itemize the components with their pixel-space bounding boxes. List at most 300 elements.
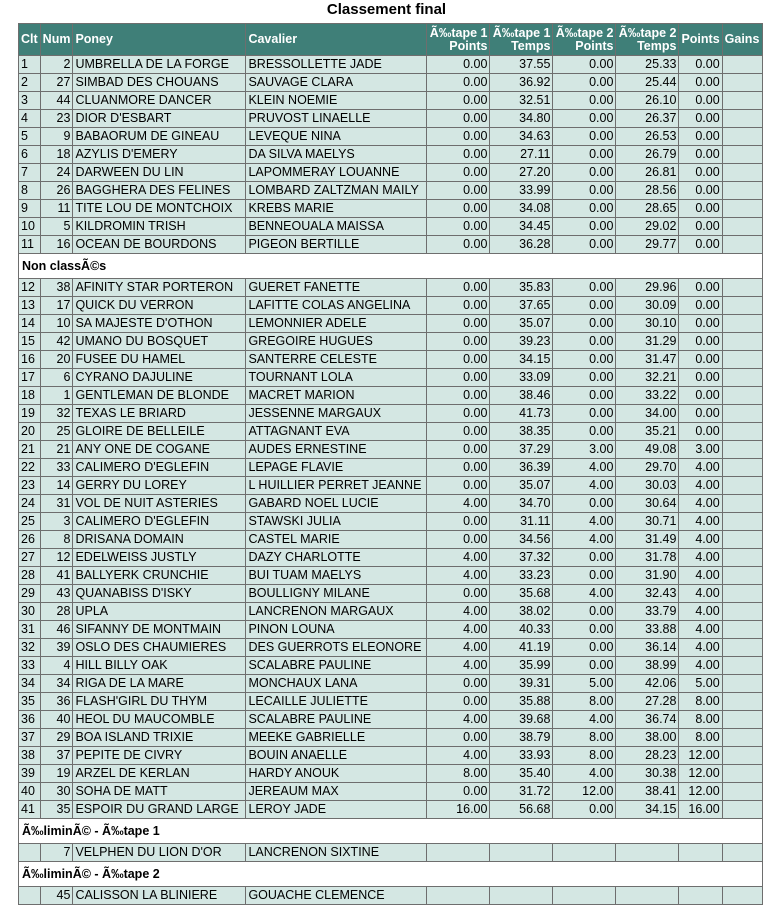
table-row[interactable] (19, 567, 763, 585)
table-row[interactable] (19, 639, 763, 657)
cell-etape2-points: 8.00 (553, 729, 616, 747)
cell-etape1-temps: 37.65 (490, 297, 553, 315)
cell-clt: 27 (19, 549, 41, 567)
cell-etape2-temps: 31.78 (616, 549, 679, 567)
table-row[interactable] (19, 351, 763, 369)
cell-clt: 33 (19, 657, 41, 675)
cell-clt: 39 (19, 765, 41, 783)
cell-points: 12.00 (679, 783, 722, 801)
cell-etape1-temps: 39.68 (490, 711, 553, 729)
cell-poney: QUANABISS D'ISKY (73, 585, 246, 603)
cell-num: 25 (40, 423, 73, 441)
cell-points: 4.00 (679, 495, 722, 513)
cell-points: 0.00 (679, 315, 722, 333)
cell-etape1-points: 4.00 (427, 639, 490, 657)
cell-num: 33 (40, 459, 73, 477)
cell-points: 0.00 (679, 128, 722, 146)
cell-clt: 17 (19, 369, 41, 387)
cell-points: 0.00 (679, 423, 722, 441)
cell-etape2-points: 0.00 (553, 56, 616, 74)
cell-poney: KILDROMIN TRISH (73, 218, 246, 236)
cell-gains (722, 729, 762, 747)
header-etape2-temps-line1: Ã‰tape 2 (618, 25, 677, 40)
table-row[interactable] (19, 182, 763, 200)
cell-num: 36 (40, 693, 73, 711)
cell-clt: 35 (19, 693, 41, 711)
cell-etape2-points: 0.00 (553, 164, 616, 182)
cell-gains (722, 351, 762, 369)
cell-cavalier: BUI TUAM MAELYS (246, 567, 427, 585)
cell-etape2-temps: 36.74 (616, 711, 679, 729)
cell-gains (722, 74, 762, 92)
table-row[interactable] (19, 887, 763, 905)
cell-etape1-points (427, 844, 490, 862)
cell-etape1-points: 16.00 (427, 801, 490, 819)
cell-etape1-points: 0.00 (427, 693, 490, 711)
cell-points: 4.00 (679, 567, 722, 585)
cell-poney: CLUANMORE DANCER (73, 92, 246, 110)
cell-gains (722, 801, 762, 819)
header-poney[interactable]: Poney (73, 24, 246, 56)
cell-points: 8.00 (679, 729, 722, 747)
cell-points: 0.00 (679, 351, 722, 369)
cell-poney: SIMBAD DES CHOUANS (73, 74, 246, 92)
cell-etape1-points: 0.00 (427, 56, 490, 74)
cell-clt: 14 (19, 315, 41, 333)
cell-poney: VOL DE NUIT ASTERIES (73, 495, 246, 513)
cell-points: 8.00 (679, 711, 722, 729)
cell-etape2-temps: 30.71 (616, 513, 679, 531)
cell-clt: 31 (19, 621, 41, 639)
cell-cavalier: AUDES ERNESTINE (246, 441, 427, 459)
cell-cavalier: GABARD NOEL LUCIE (246, 495, 427, 513)
table-row[interactable] (19, 387, 763, 405)
cell-etape2-temps: 34.15 (616, 801, 679, 819)
cell-gains (722, 585, 762, 603)
cell-num: 5 (40, 218, 73, 236)
table-row[interactable] (19, 92, 763, 110)
cell-etape2-temps: 36.14 (616, 639, 679, 657)
cell-gains (722, 477, 762, 495)
cell-cavalier: ATTAGNANT EVA (246, 423, 427, 441)
cell-points: 5.00 (679, 675, 722, 693)
table-row[interactable] (19, 297, 763, 315)
cell-points: 0.00 (679, 279, 722, 297)
cell-clt (19, 844, 41, 862)
cell-etape2-points: 0.00 (553, 657, 616, 675)
table-row[interactable] (19, 477, 763, 495)
table-row[interactable] (19, 675, 763, 693)
cell-cavalier: SCALABRE PAULINE (246, 657, 427, 675)
cell-etape2-temps: 30.03 (616, 477, 679, 495)
cell-num: 17 (40, 297, 73, 315)
section-header-elim2 (19, 862, 763, 887)
cell-num: 40 (40, 711, 73, 729)
cell-etape1-temps: 35.07 (490, 315, 553, 333)
cell-etape2-temps: 30.10 (616, 315, 679, 333)
cell-gains (722, 603, 762, 621)
cell-points: 0.00 (679, 110, 722, 128)
table-row[interactable] (19, 585, 763, 603)
cell-etape1-points (427, 887, 490, 905)
cell-etape2-temps: 33.88 (616, 621, 679, 639)
cell-etape2-temps: 30.38 (616, 765, 679, 783)
cell-etape1-temps: 36.28 (490, 236, 553, 254)
table-row[interactable] (19, 783, 763, 801)
cell-etape1-points: 0.00 (427, 729, 490, 747)
cell-poney: QUICK DU VERRON (73, 297, 246, 315)
table-row[interactable] (19, 495, 763, 513)
cell-gains (722, 621, 762, 639)
cell-etape1-points: 0.00 (427, 279, 490, 297)
cell-etape1-points: 0.00 (427, 333, 490, 351)
cell-points: 0.00 (679, 182, 722, 200)
cell-gains (722, 182, 762, 200)
table-row[interactable] (19, 236, 763, 254)
cell-etape1-temps: 36.39 (490, 459, 553, 477)
cell-poney: FLASH'GIRL DU THYM (73, 693, 246, 711)
cell-etape1-temps: 34.70 (490, 495, 553, 513)
cell-num: 6 (40, 369, 73, 387)
cell-gains (722, 164, 762, 182)
table-row[interactable] (19, 531, 763, 549)
cell-cavalier: MONCHAUX LANA (246, 675, 427, 693)
cell-points: 4.00 (679, 657, 722, 675)
table-row[interactable] (19, 369, 763, 387)
cell-etape2-points: 0.00 (553, 110, 616, 128)
cell-etape2-points: 8.00 (553, 693, 616, 711)
cell-gains (722, 369, 762, 387)
cell-clt: 38 (19, 747, 41, 765)
cell-etape2-temps: 32.43 (616, 585, 679, 603)
cell-etape1-temps: 34.63 (490, 128, 553, 146)
cell-points: 0.00 (679, 405, 722, 423)
cell-etape2-points: 0.00 (553, 279, 616, 297)
cell-etape1-temps: 39.23 (490, 333, 553, 351)
cell-etape1-points: 0.00 (427, 182, 490, 200)
cell-gains (722, 783, 762, 801)
cell-poney: CALISSON LA BLINIERE (73, 887, 246, 905)
cell-poney: BABAORUM DE GINEAU (73, 128, 246, 146)
cell-clt: 4 (19, 110, 41, 128)
header-etape2-points-line1: Ã‰tape 2 (555, 25, 614, 40)
cell-etape2-points: 4.00 (553, 513, 616, 531)
cell-num: 18 (40, 146, 73, 164)
cell-poney: BAGGHERA DES FELINES (73, 182, 246, 200)
cell-gains (722, 200, 762, 218)
cell-cavalier: LAFITTE COLAS ANGELINA (246, 297, 427, 315)
cell-etape2-temps: 26.79 (616, 146, 679, 164)
cell-cavalier: GOUACHE CLEMENCE (246, 887, 427, 905)
table-row[interactable] (19, 711, 763, 729)
cell-etape2-temps: 42.06 (616, 675, 679, 693)
table-row[interactable] (19, 459, 763, 477)
cell-etape1-points: 0.00 (427, 585, 490, 603)
header-etape1-points[interactable] (427, 24, 490, 56)
cell-points: 0.00 (679, 387, 722, 405)
table-row[interactable] (19, 423, 763, 441)
cell-clt: 36 (19, 711, 41, 729)
section-label-non-classes: Non classÃ©s (19, 254, 763, 279)
cell-etape1-points: 4.00 (427, 603, 490, 621)
cell-num: 27 (40, 74, 73, 92)
cell-gains (722, 315, 762, 333)
cell-clt: 9 (19, 200, 41, 218)
cell-clt: 11 (19, 236, 41, 254)
cell-cavalier: L HUILLIER PERRET JEANNE (246, 477, 427, 495)
cell-clt: 20 (19, 423, 41, 441)
cell-poney: SA MAJESTE D'OTHON (73, 315, 246, 333)
table-row[interactable] (19, 657, 763, 675)
cell-etape2-points: 0.00 (553, 74, 616, 92)
cell-gains (722, 297, 762, 315)
cell-poney: RIGA DE LA MARE (73, 675, 246, 693)
cell-num: 39 (40, 639, 73, 657)
cell-poney: CALIMERO D'EGLEFIN (73, 459, 246, 477)
cell-num: 29 (40, 729, 73, 747)
cell-cavalier: JESSENNE MARGAUX (246, 405, 427, 423)
cell-clt: 8 (19, 182, 41, 200)
cell-poney: SOHA DE MATT (73, 783, 246, 801)
cell-etape1-temps: 35.07 (490, 477, 553, 495)
cell-gains (722, 693, 762, 711)
cell-etape2-points: 0.00 (553, 639, 616, 657)
cell-num: 43 (40, 585, 73, 603)
cell-num: 41 (40, 567, 73, 585)
table-row[interactable] (19, 128, 763, 146)
cell-etape2-points: 4.00 (553, 585, 616, 603)
table-row[interactable] (19, 146, 763, 164)
cell-etape2-temps (616, 844, 679, 862)
cell-etape2-temps: 29.70 (616, 459, 679, 477)
cell-etape1-points: 0.00 (427, 423, 490, 441)
cell-gains (722, 279, 762, 297)
cell-etape2-temps: 33.79 (616, 603, 679, 621)
cell-etape2-temps: 31.47 (616, 351, 679, 369)
table-row[interactable] (19, 747, 763, 765)
cell-poney: UMBRELLA DE LA FORGE (73, 56, 246, 74)
cell-num: 12 (40, 549, 73, 567)
cell-clt: 30 (19, 603, 41, 621)
table-row[interactable] (19, 621, 763, 639)
cell-etape2-points (553, 887, 616, 905)
cell-poney: EDELWEISS JUSTLY (73, 549, 246, 567)
table-row[interactable] (19, 110, 763, 128)
table-row[interactable] (19, 844, 763, 862)
cell-gains (722, 128, 762, 146)
cell-etape1-points: 0.00 (427, 459, 490, 477)
cell-cavalier: PINON LOUNA (246, 621, 427, 639)
cell-etape2-temps: 26.37 (616, 110, 679, 128)
cell-num: 42 (40, 333, 73, 351)
non-classes-section (19, 254, 763, 279)
table-row[interactable] (19, 200, 763, 218)
table-row[interactable] (19, 164, 763, 182)
cell-etape1-points: 0.00 (427, 74, 490, 92)
table-row[interactable] (19, 603, 763, 621)
cell-etape1-points: 0.00 (427, 783, 490, 801)
cell-etape2-temps: 38.00 (616, 729, 679, 747)
table-row[interactable] (19, 279, 763, 297)
cell-gains (722, 110, 762, 128)
cell-etape1-points: 4.00 (427, 621, 490, 639)
table-row[interactable] (19, 729, 763, 747)
cell-cavalier: BOULLIGNY MILANE (246, 585, 427, 603)
cell-points (679, 887, 722, 905)
cell-num: 1 (40, 387, 73, 405)
cell-clt: 37 (19, 729, 41, 747)
cell-etape1-points: 4.00 (427, 747, 490, 765)
cell-cavalier: KREBS MARIE (246, 200, 427, 218)
cell-etape1-temps: 27.20 (490, 164, 553, 182)
cell-etape1-points: 4.00 (427, 549, 490, 567)
cell-etape1-points: 0.00 (427, 218, 490, 236)
cell-cavalier: GUERET FANETTE (246, 279, 427, 297)
cell-cavalier: BRESSOLLETTE JADE (246, 56, 427, 74)
cell-points: 0.00 (679, 236, 722, 254)
cell-etape1-temps (490, 844, 553, 862)
cell-etape2-points: 0.00 (553, 146, 616, 164)
cell-points: 4.00 (679, 639, 722, 657)
header-gains[interactable]: Gains (722, 24, 762, 56)
cell-points: 3.00 (679, 441, 722, 459)
cell-etape1-points: 4.00 (427, 495, 490, 513)
cell-gains (722, 333, 762, 351)
table-row[interactable] (19, 513, 763, 531)
cell-poney: BALLYERK CRUNCHIE (73, 567, 246, 585)
cell-gains (722, 218, 762, 236)
cell-poney: GLOIRE DE BELLEILE (73, 423, 246, 441)
cell-gains (722, 549, 762, 567)
cell-points: 4.00 (679, 603, 722, 621)
header-etape1-temps[interactable] (490, 24, 553, 56)
cell-clt: 29 (19, 585, 41, 603)
cell-etape1-points: 0.00 (427, 128, 490, 146)
cell-poney: CYRANO DAJULINE (73, 369, 246, 387)
cell-etape1-temps: 35.68 (490, 585, 553, 603)
header-etape2-temps[interactable] (616, 24, 679, 56)
cell-num: 16 (40, 236, 73, 254)
cell-gains (722, 441, 762, 459)
header-clt[interactable]: Clt (19, 24, 41, 56)
cell-etape2-temps: 30.09 (616, 297, 679, 315)
elim1-section (19, 819, 763, 862)
cell-cavalier: STAWSKI JULIA (246, 513, 427, 531)
cell-num: 9 (40, 128, 73, 146)
cell-gains (722, 387, 762, 405)
header-etape1-temps-line2: Temps (511, 38, 551, 53)
table-row[interactable] (19, 315, 763, 333)
cell-points: 4.00 (679, 585, 722, 603)
cell-num: 23 (40, 110, 73, 128)
cell-num: 37 (40, 747, 73, 765)
table-row[interactable] (19, 74, 763, 92)
cell-clt: 2 (19, 74, 41, 92)
cell-clt: 34 (19, 675, 41, 693)
table-row[interactable] (19, 56, 763, 74)
cell-num: 24 (40, 164, 73, 182)
header-etape2-points[interactable] (553, 24, 616, 56)
cell-cavalier: LANCRENON SIXTINE (246, 844, 427, 862)
cell-etape2-points: 0.00 (553, 333, 616, 351)
table-row[interactable] (19, 765, 763, 783)
table-row[interactable] (19, 549, 763, 567)
cell-poney: UMANO DU BOSQUET (73, 333, 246, 351)
cell-clt: 32 (19, 639, 41, 657)
table-row[interactable] (19, 405, 763, 423)
cell-poney: HILL BILLY OAK (73, 657, 246, 675)
cell-etape2-points: 0.00 (553, 405, 616, 423)
header-points[interactable]: Points (679, 24, 722, 56)
cell-etape1-points: 0.00 (427, 513, 490, 531)
cell-cavalier: JEREAUM MAX (246, 783, 427, 801)
cell-clt (19, 887, 41, 905)
table-row[interactable] (19, 441, 763, 459)
cell-etape2-points: 0.00 (553, 387, 616, 405)
cell-num: 11 (40, 200, 73, 218)
table-row[interactable] (19, 218, 763, 236)
cell-cavalier: PRUVOST LINAELLE (246, 110, 427, 128)
cell-num: 32 (40, 405, 73, 423)
cell-points (679, 844, 722, 862)
cell-etape2-points: 0.00 (553, 603, 616, 621)
cell-gains (722, 146, 762, 164)
cell-etape2-points: 4.00 (553, 711, 616, 729)
table-row[interactable] (19, 333, 763, 351)
cell-etape1-points: 0.00 (427, 146, 490, 164)
header-num[interactable]: Num (40, 24, 73, 56)
header-cavalier[interactable]: Cavalier (246, 24, 427, 56)
cell-num: 10 (40, 315, 73, 333)
cell-etape2-points: 0.00 (553, 567, 616, 585)
cell-etape1-temps: 34.45 (490, 218, 553, 236)
cell-num: 35 (40, 801, 73, 819)
section-label-elim2: Ã‰liminÃ© - Ã‰tape 2 (19, 862, 763, 887)
cell-points: 0.00 (679, 56, 722, 74)
cell-etape1-temps: 41.73 (490, 405, 553, 423)
cell-poney: UPLA (73, 603, 246, 621)
cell-num: 38 (40, 279, 73, 297)
cell-etape1-points: 0.00 (427, 675, 490, 693)
cell-poney: TITE LOU DE MONTCHOIX (73, 200, 246, 218)
cell-etape1-points: 4.00 (427, 567, 490, 585)
cell-points: 4.00 (679, 621, 722, 639)
cell-etape1-temps: 40.33 (490, 621, 553, 639)
cell-poney: TEXAS LE BRIARD (73, 405, 246, 423)
cell-poney: PEPITE DE CIVRY (73, 747, 246, 765)
cell-etape2-temps: 27.28 (616, 693, 679, 711)
cell-cavalier: LEVEQUE NINA (246, 128, 427, 146)
cell-etape1-temps: 32.51 (490, 92, 553, 110)
cell-num: 30 (40, 783, 73, 801)
cell-num: 20 (40, 351, 73, 369)
cell-etape1-points: 4.00 (427, 657, 490, 675)
cell-num: 21 (40, 441, 73, 459)
cell-poney: BOA ISLAND TRIXIE (73, 729, 246, 747)
cell-gains (722, 495, 762, 513)
table-row[interactable] (19, 801, 763, 819)
cell-gains (722, 639, 762, 657)
cell-cavalier: HARDY ANOUK (246, 765, 427, 783)
cell-cavalier: LOMBARD ZALTZMAN MAILY (246, 182, 427, 200)
table-row[interactable] (19, 693, 763, 711)
cell-poney: OSLO DES CHAUMIERES (73, 639, 246, 657)
cell-points: 4.00 (679, 531, 722, 549)
cell-clt: 10 (19, 218, 41, 236)
cell-etape1-temps (490, 887, 553, 905)
cell-clt: 41 (19, 801, 41, 819)
cell-num: 3 (40, 513, 73, 531)
